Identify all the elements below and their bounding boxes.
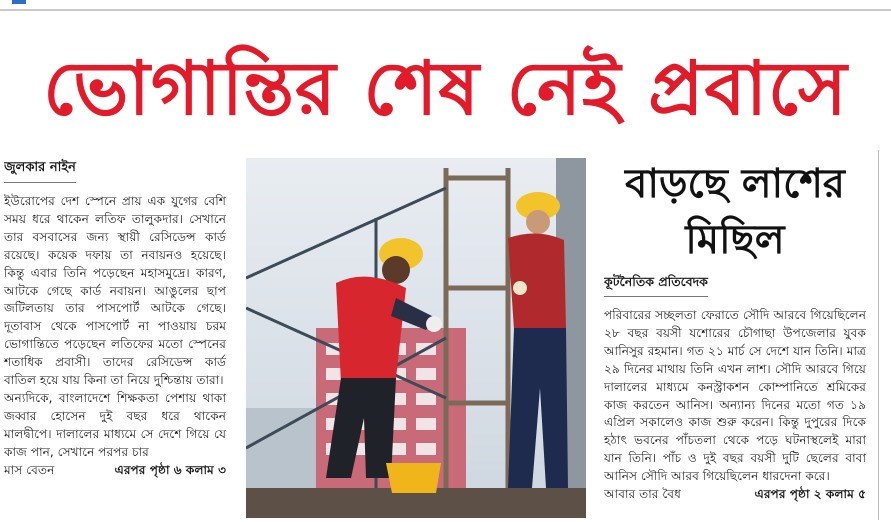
right-last-line: আবার তার বৈধ	[604, 487, 681, 502]
right-story	[604, 156, 866, 520]
right-story-body	[604, 307, 866, 504]
subhead-line-1: বাড়ছে লাশের	[625, 161, 845, 207]
left-paragraph-2: অন্যদিকে, বাংলাদেশে শিক্ষকতা পেশায় থাকা জব্বার হোসেন দুই বছর ধরে থাকেন মালদ্বীপে। দালালের মাধ্যমে সে দেশে গিয়ে যে কাজ পান, সেখানে পরপর চার	[4, 390, 226, 459]
photo-illustration	[246, 158, 586, 518]
left-paragraph-1: ইউরোপের দেশ স্পেনে প্রায় এক যুগের বেশি সময় ধরে থাকেন লতিফ তালুকদার। সেখানে তার বসবাসের জন্য স্থায়ী রেসিডেন্স কার্ড রয়েছে। কয়েক দফায় তা নবায়নও হয়েছে। কিন্তু এবার তিনি পড়েছেন মহাসমুদ্রে। কারণ, আটকে গেছে কার্ড নবায়ন। আঙুলের ছাপ জটিলতায় তার পাসপোর্ট আটকে গেছে। দূতাবাস থেকে পাসপোর্ট না পাওয়ায় চরম ভোগান্তিতে পড়েছেন লতিফের মতো স্পেনের শতাধিক প্রবাসী। তাদের রেসিডেন্স কার্ড বাতিল হয়ে যায় কিনা তা নিয়ে দুশ্চিন্তায় তারা।	[4, 194, 226, 388]
column-divider	[878, 150, 879, 520]
left-byline: জুলকার নাইন	[4, 158, 76, 183]
construction-workers-photo	[246, 158, 586, 518]
left-jump-line	[4, 462, 226, 480]
main-headline: ভোগান্তির শেষ নেই প্রবাসে	[43, 46, 848, 132]
right-byline: কূটনৈতিক প্রতিবেদক	[604, 274, 708, 297]
right-jump-line	[604, 486, 866, 504]
right-jump-link[interactable]: এরপর পৃষ্ঠা ২ কলাম ৫	[754, 487, 866, 502]
left-story-body	[4, 193, 226, 480]
left-jump-link[interactable]: এরপর পৃষ্ঠা ৬ কলাম ৩	[114, 462, 226, 477]
top-strip	[0, 0, 891, 11]
right-paragraph: পরিবারের সচ্ছলতা ফেরাতে সৌদি আরবে গিয়েছিলেন ২৮ বছর বয়সী যশোরের চৌগাছা উপজেলার যুবক আনিসুর রহমান। গত ২১ মার্চ সে দেশে যান তিনি। মাত্র ২৯ দিনের মাথায় তিনি এখন লাশ। সৌদি আরবে গিয়ে দালালের মাধ্যমে কনস্ট্রাকশন কোম্পানিতে শ্রমিকের কাজ করতেন আনিস। অন্যান্য দিনের মতো গত ১৯ এপ্রিল সকালেও কাজ শুরু করেন। কিন্তু দুপুরের দিকে হঠাৎ ভবনের পাঁচতলা থেকে পড়ে ঘটনাস্থলেই মারা যান তিনি। পাঁচ ও দুই বছর বয়সী দুটি ছেলের বাবা আনিস সৌদি আরব গিয়েছিলেন ধারদেনা করে।	[604, 308, 866, 484]
left-story	[4, 156, 226, 520]
subhead-line-2: মিছিল	[685, 217, 785, 263]
section-marker	[12, 0, 26, 4]
right-subheadline	[604, 156, 866, 268]
left-last-line: মাস বেতন	[4, 462, 55, 477]
